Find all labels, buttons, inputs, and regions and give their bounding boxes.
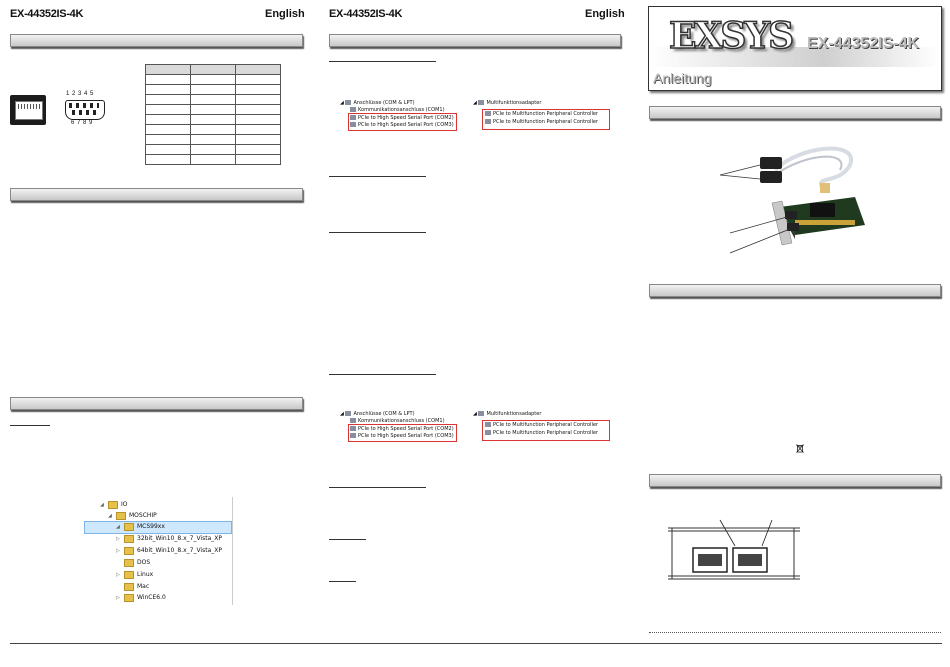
multifunction-category: Multifunktionsadapter bbox=[486, 411, 542, 417]
port-com2: PCIe to High Speed Serial Port (COM2) bbox=[358, 115, 454, 121]
port-com3: PCIe to High Speed Serial Port (COM3) bbox=[358, 122, 454, 128]
ports-category: Anschlüsse (COM & LPT) bbox=[353, 411, 415, 417]
subheading-underline bbox=[329, 581, 356, 582]
device-manager-screenshot-2: ◢ Anschlüsse (COM & LPT) Kommunikationsanschluss (COM1) PCIe to High Speed Serial Port (COM2) PCIe to High Speed Serial Port (COM3) ◢ Multifunktionsadapter PCIe to Multifunction Peripheral Controller PCIe to Multifunction Peripheral Controller bbox=[340, 411, 620, 445]
port-com3: PCIe to High Speed Serial Port (COM3) bbox=[358, 433, 454, 439]
db9-connector-icon bbox=[62, 91, 108, 131]
device-manager-screenshot-1: ◢ Anschlüsse (COM & LPT) Kommunikationsanschluss (COM1) PCIe to High Speed Serial Port (COM2) PCIe to High Speed Serial Port (COM3) ◢ Multifunktionsadapter PCIe to Multifunction Peripheral Controller PCIe to Multifunction Peripheral Controller bbox=[340, 100, 620, 134]
ports-category: Anschlüsse (COM & LPT) bbox=[353, 100, 415, 106]
page1-model: EX-44352IS-4K bbox=[10, 8, 84, 20]
section-bar bbox=[649, 106, 941, 119]
section-bar bbox=[329, 34, 621, 47]
section-bar bbox=[10, 397, 303, 410]
section-bar bbox=[10, 34, 303, 47]
subheading-underline bbox=[329, 176, 426, 177]
footer-rule bbox=[10, 643, 942, 644]
port-com2: PCIe to High Speed Serial Port (COM2) bbox=[358, 426, 454, 432]
section-bar bbox=[649, 474, 941, 487]
section-bar bbox=[10, 188, 303, 201]
page2-language: English bbox=[585, 8, 625, 20]
dotted-separator bbox=[649, 632, 941, 633]
section-bar bbox=[649, 284, 941, 297]
folder-item: Mac bbox=[116, 582, 149, 591]
folder-item-selected: ◢ MCS99xx bbox=[116, 523, 165, 530]
multifunction-controller: PCIe to Multifunction Peripheral Controller bbox=[493, 111, 598, 117]
driver-folder-tree bbox=[90, 497, 233, 605]
folder-item: DOS bbox=[116, 558, 150, 567]
folder-item: ▷ 64bit_Win10_8.x_7_Vista_XP bbox=[116, 547, 222, 554]
folder-item: ▷ Linux bbox=[116, 571, 154, 578]
multifunction-controller: PCIe to Multifunction Peripheral Controller bbox=[493, 422, 598, 428]
folder-item: ▷ 32bit_Win10_8.x_7_Vista_XP bbox=[116, 535, 222, 542]
folder-item: ▷ WinCE6.0 bbox=[116, 594, 166, 601]
subheading-underline bbox=[329, 374, 436, 375]
exsys-logo: EXSYS bbox=[669, 15, 793, 57]
page1-language: English bbox=[265, 8, 305, 20]
port-com1: Kommunikationsanschluss (COM1) bbox=[358, 107, 445, 113]
page2-model: EX-44352IS-4K bbox=[329, 8, 403, 20]
weee-bin-icon bbox=[796, 444, 804, 453]
port-com1: Kommunikationsanschluss (COM1) bbox=[358, 418, 445, 424]
subheading-underline bbox=[329, 487, 426, 488]
db9-bottom-pins: 6 7 8 9 bbox=[71, 120, 93, 126]
multifunction-controller: PCIe to Multifunction Peripheral Controller bbox=[493, 430, 598, 436]
multifunction-controller: PCIe to Multifunction Peripheral Controller bbox=[493, 119, 598, 125]
product-image bbox=[700, 135, 870, 265]
rj45-port-icon bbox=[10, 95, 46, 125]
folder-item: ◢ MOSCHIP bbox=[108, 512, 157, 519]
cover-model: EX-44352IS-4K bbox=[807, 35, 920, 52]
db9-top-pins: 1 2 3 4 5 bbox=[66, 91, 94, 97]
subheading-underline bbox=[329, 539, 366, 540]
cover-logo-box bbox=[648, 6, 942, 91]
folder-item: ◢ IO bbox=[100, 501, 128, 508]
multifunction-category: Multifunktionsadapter bbox=[486, 100, 542, 106]
subheading-underline bbox=[329, 61, 436, 62]
subheading-underline bbox=[10, 425, 50, 426]
cover-subtitle: Anleitung bbox=[653, 70, 712, 86]
subheading-underline bbox=[329, 232, 426, 233]
pin-assignment-table bbox=[145, 64, 281, 165]
bracket-port-diagram bbox=[668, 518, 800, 588]
